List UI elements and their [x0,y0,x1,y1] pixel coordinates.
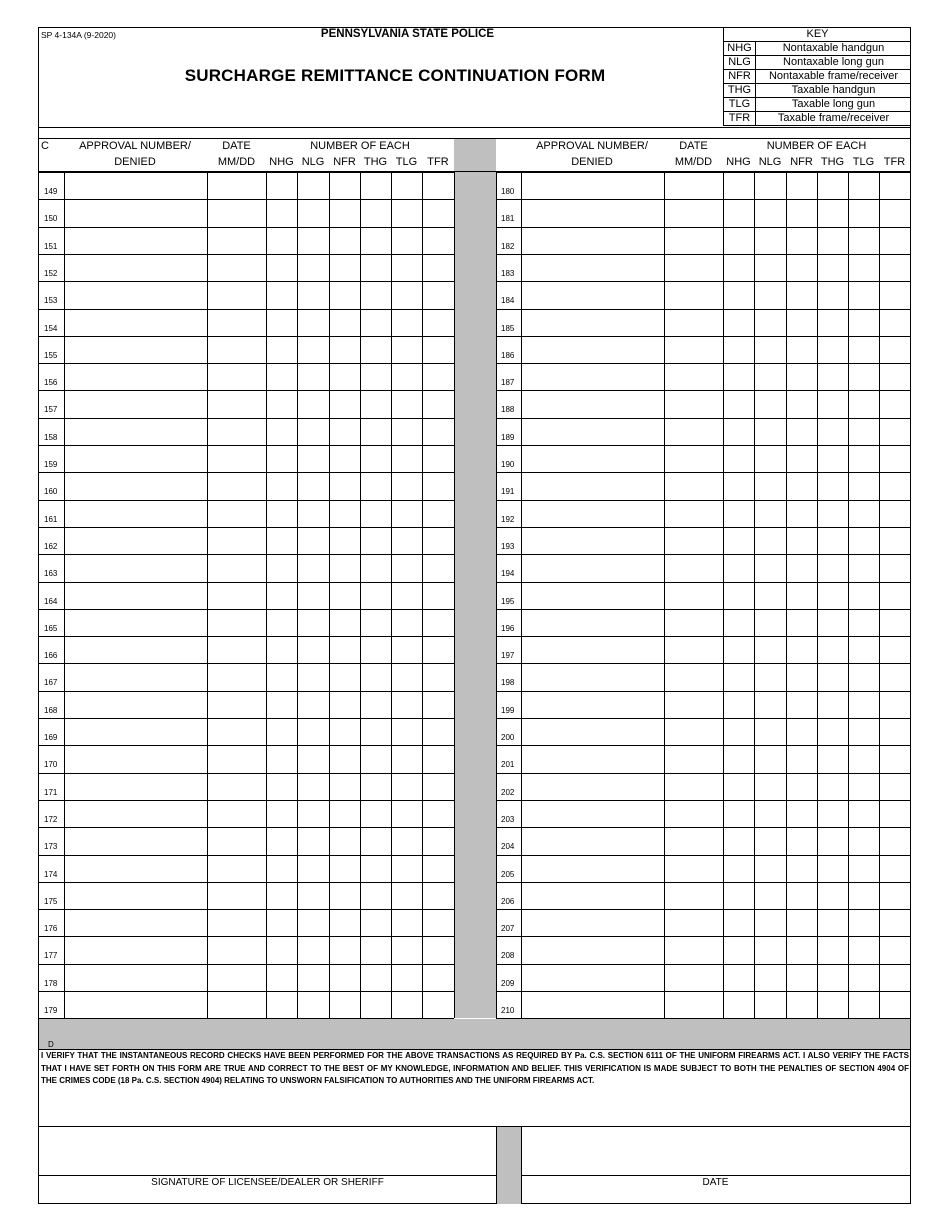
header-top-rule [38,127,911,128]
row-number: 206 [501,896,515,906]
key-code: NLG [724,56,756,69]
row-number: 209 [501,978,515,988]
key-row-nlg [724,56,911,70]
row-number: 173 [44,842,58,852]
right-type-header-nlg: NLG [758,156,782,168]
left-column-rule [207,172,208,1018]
row-number: 158 [44,432,58,442]
section-d-band [39,1019,910,1049]
row-number: 183 [501,268,515,278]
right-column-rule [664,172,665,1018]
left-type-header-thg: THG [363,156,388,168]
right-type-header-nfr: NFR [790,156,813,168]
row-number: 196 [501,623,515,633]
row-number: 156 [44,378,58,388]
key-description: Nontaxable handgun [782,42,885,54]
right-number-of-each-header: NUMBER OF EACH [766,140,867,152]
key-description: Taxable handgun [791,84,876,96]
right-column-rule [817,172,818,1018]
key-code: NHG [724,42,756,55]
row-number: 198 [501,678,515,688]
key-legend [723,27,911,126]
row-number: 163 [44,569,58,579]
key-row-nhg [724,42,911,56]
left-column-rule [422,172,423,1018]
right-column-rule [754,172,755,1018]
right-approval-header-line1: APPROVAL NUMBER/ [536,140,648,152]
right-date-header-line1: DATE [679,140,708,152]
row-number: 184 [501,296,515,306]
row-number: 205 [501,869,515,879]
key-code: TFR [724,112,756,125]
row-number: 197 [501,651,515,661]
row-number: 187 [501,378,515,388]
left-column-rule [266,172,267,1018]
column-divider-band [454,139,496,1018]
row-number: 162 [44,541,58,551]
row-number: 174 [44,869,58,879]
row-number: 207 [501,924,515,934]
left-row-rule [39,1018,454,1019]
signature-divider-left [496,1126,497,1204]
signature-top-rule [39,1126,910,1127]
row-number: 189 [501,432,515,442]
signature-label: SIGNATURE OF LICENSEE/DEALER OR SHERIFF [151,1177,384,1188]
row-number: 178 [44,978,58,988]
key-code: THG [724,84,756,97]
right-column-rule [786,172,787,1018]
row-number: 203 [501,814,515,824]
date-line [521,1175,910,1176]
signature-line [39,1175,496,1176]
section-c-label: C [41,140,49,152]
right-column-rule [723,172,724,1018]
row-number: 200 [501,733,515,742]
row-number: 199 [501,705,515,715]
row-number: 171 [44,787,58,797]
row-number: 161 [44,514,58,524]
form-title: SURCHARGE REMITTANCE CONTINUATION FORM [184,66,606,85]
left-column-rule [329,172,330,1018]
left-column-rule [454,172,455,1018]
row-number: 153 [44,296,58,306]
right-column-rule [521,172,522,1018]
row-number: 165 [44,623,58,633]
row-number: 154 [44,323,58,333]
row-number: 204 [501,842,515,852]
left-column-rule [391,172,392,1018]
form-id: SP 4-134A (9-2020) [41,30,116,40]
left-type-header-nhg: NHG [269,156,294,168]
agency-name: PENNSYLVANIA STATE POLICE [320,28,495,40]
left-type-header-nlg: NLG [301,156,325,168]
row-number: 201 [501,760,515,770]
date-label: DATE [702,1177,729,1188]
left-date-header-line2: MM/DD [217,156,256,168]
key-description: Nontaxable frame/receiver [768,70,898,82]
left-column-rule [64,172,65,1018]
row-number: 167 [44,678,58,688]
key-description: Taxable frame/receiver [777,112,890,124]
key-row-tlg [724,98,911,112]
left-approval-header-line2: DENIED [114,156,156,168]
right-type-header-thg: THG [820,156,845,168]
signature-divider-band [497,1127,521,1204]
right-row-rule [496,1018,910,1019]
key-heading: KEY [724,27,911,42]
right-date-header-line2: MM/DD [674,156,713,168]
left-number-of-each-header: NUMBER OF EACH [310,140,410,152]
right-type-header-nhg: NHG [726,156,751,168]
key-code: TLG [724,98,756,111]
row-number: 157 [44,405,58,415]
left-type-header-tlg: TLG [395,156,418,168]
row-number: 181 [501,214,515,224]
row-number: 151 [44,241,58,251]
row-number: 180 [501,187,515,196]
row-number: 188 [501,405,515,415]
row-number: 164 [44,596,58,606]
row-number: 175 [44,896,58,906]
right-type-header-tfr: TFR [883,156,906,168]
right-column-rule [496,172,497,1018]
row-number: 176 [44,924,58,934]
key-row-thg [724,84,911,98]
left-type-header-tfr: TFR [427,156,449,168]
left-date-header-line1: DATE [222,140,251,152]
row-number: 172 [44,814,58,824]
left-column-rule [297,172,298,1018]
row-number: 193 [501,541,515,551]
left-column-rule [360,172,361,1018]
row-number: 168 [44,705,58,715]
section-d-label: D [48,1040,54,1049]
row-number: 191 [501,487,515,497]
left-type-header-nfr: NFR [333,156,356,168]
row-number: 169 [44,733,58,742]
row-number: 149 [44,187,58,196]
key-description: Nontaxable long gun [783,56,884,68]
key-row-nfr [724,70,911,84]
left-approval-header-line1: APPROVAL NUMBER/ [79,140,191,152]
key-row-tfr [724,112,911,126]
row-number: 190 [501,460,515,469]
row-number: 192 [501,514,515,524]
row-number: 159 [44,460,58,469]
row-number: 177 [44,951,58,961]
row-number: 182 [501,241,515,251]
verification-statement: I VERIFY THAT THE INSTANTANEOUS RECORD CHECKS HAVE BEEN PERFORMED FOR THE ABOVE TRANSACTIONS AS REQUIRED BY Pa. C.S. SECTION 6111 OF THE UNIFORM FIREARMS ACT. I ALSO VERIFY THE FACTS THAT I HAVE SET FORTH ON THIS FORM ARE TRUE AND CORRECT TO THE BEST OF MY KNOWLEDGE, INFORMATION AND BELIEF. THIS VERIFICATION IS MADE SUBJECT TO BOTH THE PENALTIES OF SECTION 4904 OF THE CRIMES CODE (18 Pa. C.S. SECTION 4904) RELATING TO UNSWORN FALSIFICATION TO AUTHORITIES AND THE UNIFORM FIREARMS ACT. [41,1051,909,1086]
row-number: 160 [44,487,58,497]
key-code: NFR [724,70,756,83]
signature-divider-right [521,1126,522,1204]
row-number: 186 [501,350,515,360]
row-number: 179 [44,1006,58,1015]
row-number: 194 [501,569,515,579]
right-column-rule [879,172,880,1018]
row-number: 150 [44,214,58,224]
row-number: 210 [501,1006,515,1015]
key-description: Taxable long gun [791,98,876,110]
row-number: 185 [501,323,515,333]
row-number: 208 [501,951,515,961]
row-number: 152 [44,268,58,278]
row-number: 202 [501,787,515,797]
row-number: 170 [44,760,58,770]
row-number: 195 [501,596,515,606]
row-number: 166 [44,651,58,661]
row-number: 155 [44,350,58,360]
right-approval-header-line2: DENIED [571,156,613,168]
right-column-rule [848,172,849,1018]
right-type-header-tlg: TLG [852,156,875,168]
